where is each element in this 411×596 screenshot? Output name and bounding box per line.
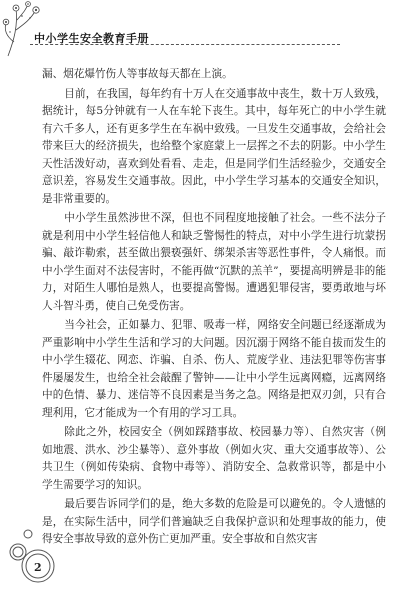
page-header: [0, 0, 411, 62]
header-title: 中小学生安全教育手册: [34, 32, 149, 45]
paragraph-5: 除此之外，校园安全（例如踩踏事故、校园暴力等）、自然灾害（例如地震、洪水、沙尘暴等）、意外事故（例如火灾、重大交通事故等）、公共卫生（例如传染病、食物中毒等）、消防安全、急救常识等，都是中小学生需要学习的知识。: [42, 426, 386, 491]
paragraph-1: 漏、烟花爆竹伤人等事故每天都在上演。: [42, 68, 233, 80]
paragraph-4: 当今社会，正如暴力、犯罪、吸毒一样，网络安全问题已经逐渐成为严重影响中小学生生活和学习的大问题。因沉溺于网络不能自拔而发生的中小学生辍花、网恋、诈骗、自杀、伤人、荒废学业、违法犯罪等伤害事件屡屡发生，也给全社会敲醒了警钟——让中小学生远离网瘾，远离网络中的色情、暴力、迷信等不良因素是当务之急。网络是把双刃剑，只有合理利用，它才能成为一个有用的学习工具。: [42, 319, 386, 419]
paragraph-6: 最后要告诉同学们的是，绝大多数的危险是可以避免的。令人遗憾的是，在实际生活中，同学们普遍缺乏自我保护意识和处理事故的能力，使得安全事故导致的意外伤亡更加严重。安全事故和自然灾害: [42, 498, 386, 545]
page-body: [42, 66, 386, 549]
page-number: 2: [34, 561, 42, 574]
header-divider: [30, 44, 340, 45]
circles-decoration-icon: [6, 522, 66, 588]
paragraph-2: 目前，在我国，每年约有十万人在交通事故中丧生，数十万人致残，据统计，每5分钟就有一人在车轮下丧生。其中，每年死亡的中小学生就有六千多人，还有更多学生在车祸中致残。一旦发生交通事故，会给社会带来巨大的经济损失，也给整个家庭蒙上一层挥之不去的阴影。中小学生天性活泼好动，喜欢到处看看、走走，但是同学们生活经验少，交通安全意识差，容易发生交通事故。因此，中小学生学习基本的交通安全知识，是非常重要的。: [42, 87, 386, 205]
paragraph-3: 中小学生虽然涉世不深，但也不同程度地接触了社会。一些不法分子就是利用中小学生轻信他人和缺乏警惕性的特点，对中小学生进行坑蒙拐骗、敲诈勒索，甚至做出猥亵强奸、绑架杀害等恶性事件，令人痛恨。而中小学生面对不法侵害时，不能再做“沉默的羔羊”，要提高明辨是非的能力，对陌生人哪怕是熟人，也要提高警惕。遭遇犯罪侵害，要勇敢地与坏人斗智斗勇，使自己免受伤害。: [42, 212, 386, 312]
